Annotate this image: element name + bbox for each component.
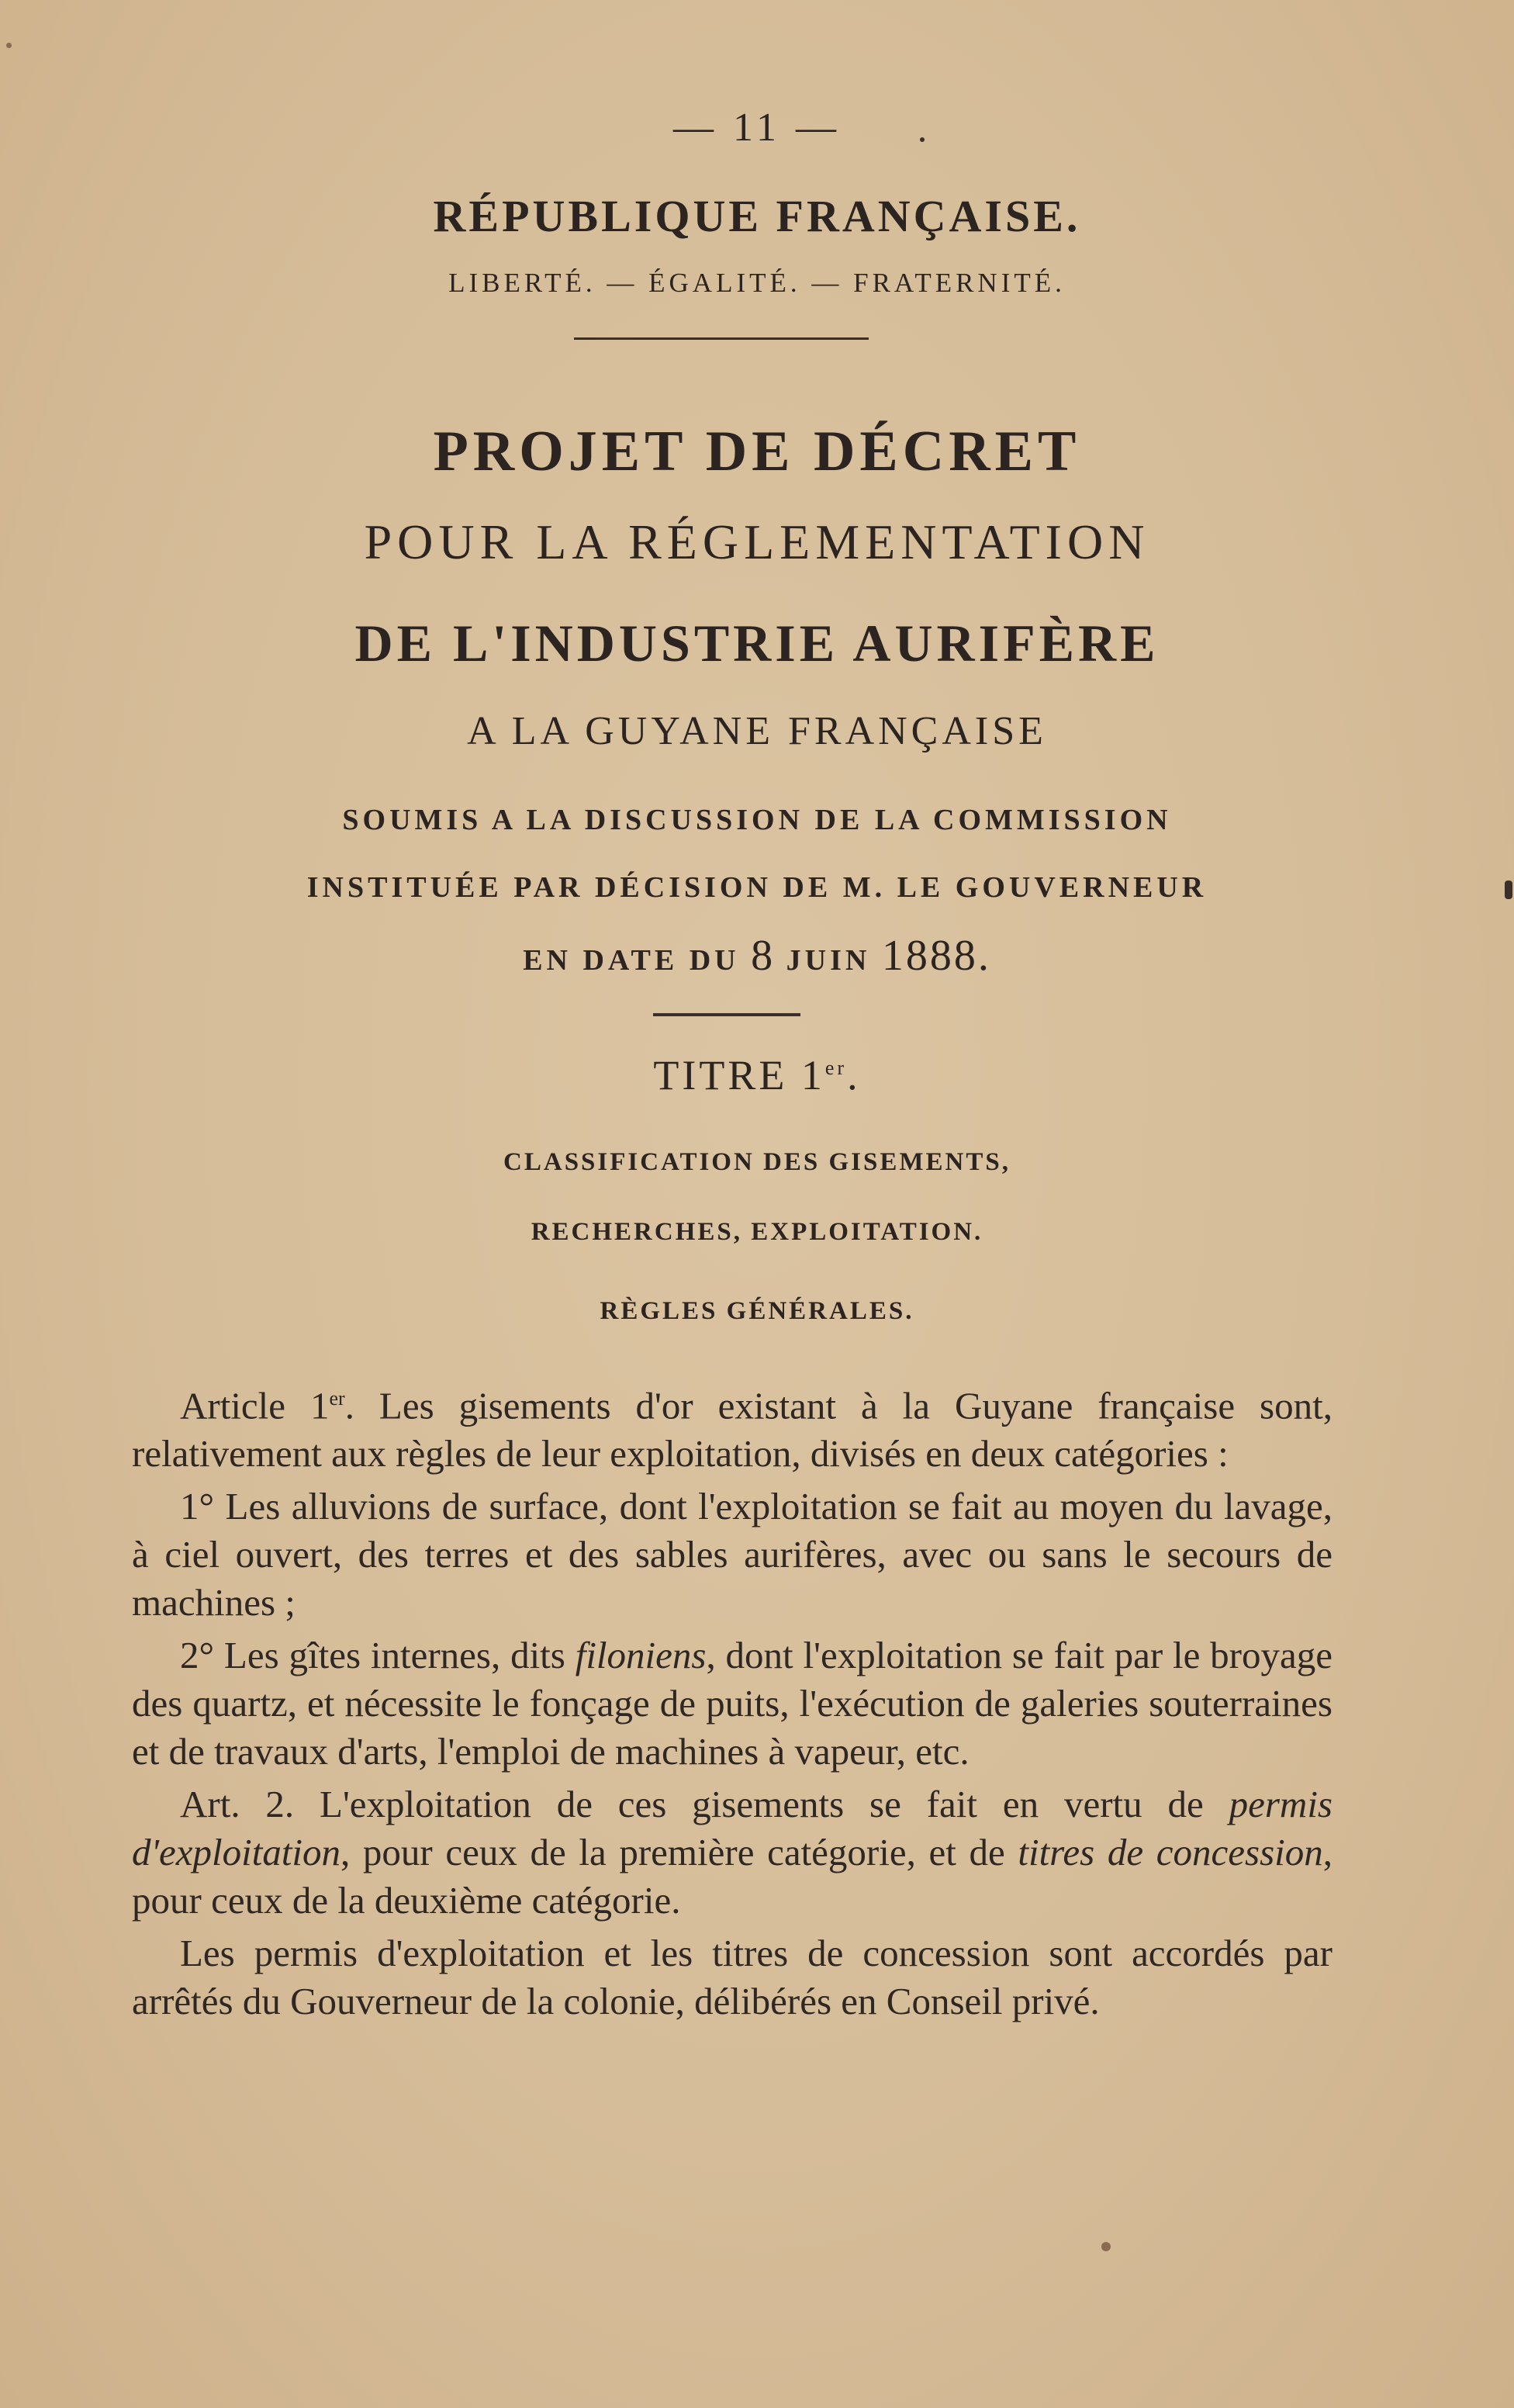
title-line-2: POUR LA RÉGLEMENTATION — [364, 514, 1150, 569]
date-month: JUIN — [786, 944, 871, 977]
page-number: — 11 — — [672, 106, 842, 150]
date-year: 1888. — [881, 932, 991, 980]
article-1-item-2 — [132, 1631, 1333, 1776]
submitted-line-1: SOUMIS A LA DISCUSSION DE LA COMMISSION — [342, 804, 1172, 836]
item-2-label: 2° — [180, 1634, 215, 1677]
section-head-1: CLASSIFICATION DES GISEMENTS, — [503, 1148, 1011, 1176]
article-1-item-1 — [132, 1483, 1333, 1627]
submitted-line-3 — [0, 931, 1514, 981]
submitted-line-2: INSTITUÉE PAR DÉCISION DE M. LE GOUVERNEUR — [306, 871, 1208, 904]
title-line-1: PROJET DE DÉCRET — [433, 420, 1081, 483]
item-1-text: Les alluvions de surface, dont l'exploitation se fait au moyen du lavage, à ciel ouvert, des terres et des sables aurifères, avec ou sans le secours de machines ; — [132, 1485, 1333, 1624]
ink-speck — [920, 137, 925, 142]
section-head-2: RECHERCHES, EXPLOITATION. — [531, 1218, 983, 1246]
article-1 — [132, 1375, 1333, 1478]
article-2-italic-2: titres de concession — [1018, 1831, 1323, 1874]
ink-speck — [1505, 881, 1512, 899]
titre-label: TITRE 1 — [653, 1052, 825, 1098]
item-2-text-after: , dont l'exploitation se fait par le broyage des quartz, et nécessite le fonçage de puits, l'exécution de galeries souterraines et de travaux d'arts, l'emploi de machines à vapeur, etc. — [132, 1634, 1333, 1773]
republic-heading: RÉPUBLIQUE FRANÇAISE. — [433, 191, 1081, 241]
article-2-text-after: , pour ceux de la deuxième catégorie. — [132, 1831, 1333, 1922]
item-2-text-before: Les gîtes internes, dits — [214, 1634, 576, 1677]
article-1-sup: er — [329, 1387, 345, 1410]
paragraph-last: Les permis d'exploitation et les titres de concession sont accordés par arrêtés du Gouverneur de la colonie, délibérés en Conseil privé. — [132, 1932, 1333, 2023]
item-2-italic: filoniens — [575, 1634, 707, 1677]
section-head-3: RÈGLES GÉNÉRALES. — [600, 1297, 914, 1325]
divider-rule — [574, 337, 869, 340]
article-2-text-middle: , pour ceux de la première catégorie, et de — [340, 1831, 1018, 1874]
title-line-4: A LA GUYANE FRANÇAISE — [467, 709, 1047, 753]
ink-speck — [6, 43, 12, 48]
body-text — [132, 1375, 1333, 2030]
article-2 — [132, 1780, 1333, 1925]
titre-sup: er — [824, 1057, 848, 1079]
article-1-label: Article 1 — [180, 1384, 330, 1427]
motto: LIBERTÉ. — ÉGALITÉ. — FRATERNITÉ. — [448, 268, 1066, 298]
titre-suffix: . — [847, 1052, 861, 1098]
date-prefix: EN DATE DU — [523, 944, 740, 977]
item-1-label: 1° — [180, 1485, 215, 1528]
ink-speck — [1101, 2242, 1111, 2251]
date-day: 8 — [751, 932, 776, 980]
article-2-text-before: Art. 2. L'exploitation de ces gisements se fait en vertu de — [180, 1783, 1229, 1826]
title-line-3: DE L'INDUSTRIE AURIFÈRE — [354, 614, 1160, 673]
article-1-text: . Les gisements d'or existant à la Guyane française sont, relativement aux règles de leur exploitation, divisés en deux catégories : — [132, 1384, 1333, 1476]
divider-rule — [653, 1013, 800, 1016]
article-2-italic-1: permis d'exploitation — [132, 1783, 1333, 1874]
titre-heading — [0, 1051, 1514, 1099]
